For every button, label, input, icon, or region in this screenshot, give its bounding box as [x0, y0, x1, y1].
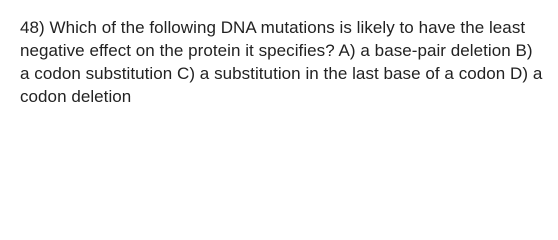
question-text: 48) Which of the following DNA mutations is likely to have the least negative effect on the protein it specifies? A) a base-pair deletion B) a codon substitution C) a substitution in the last base of a codon D) a codon deletion	[20, 18, 543, 106]
